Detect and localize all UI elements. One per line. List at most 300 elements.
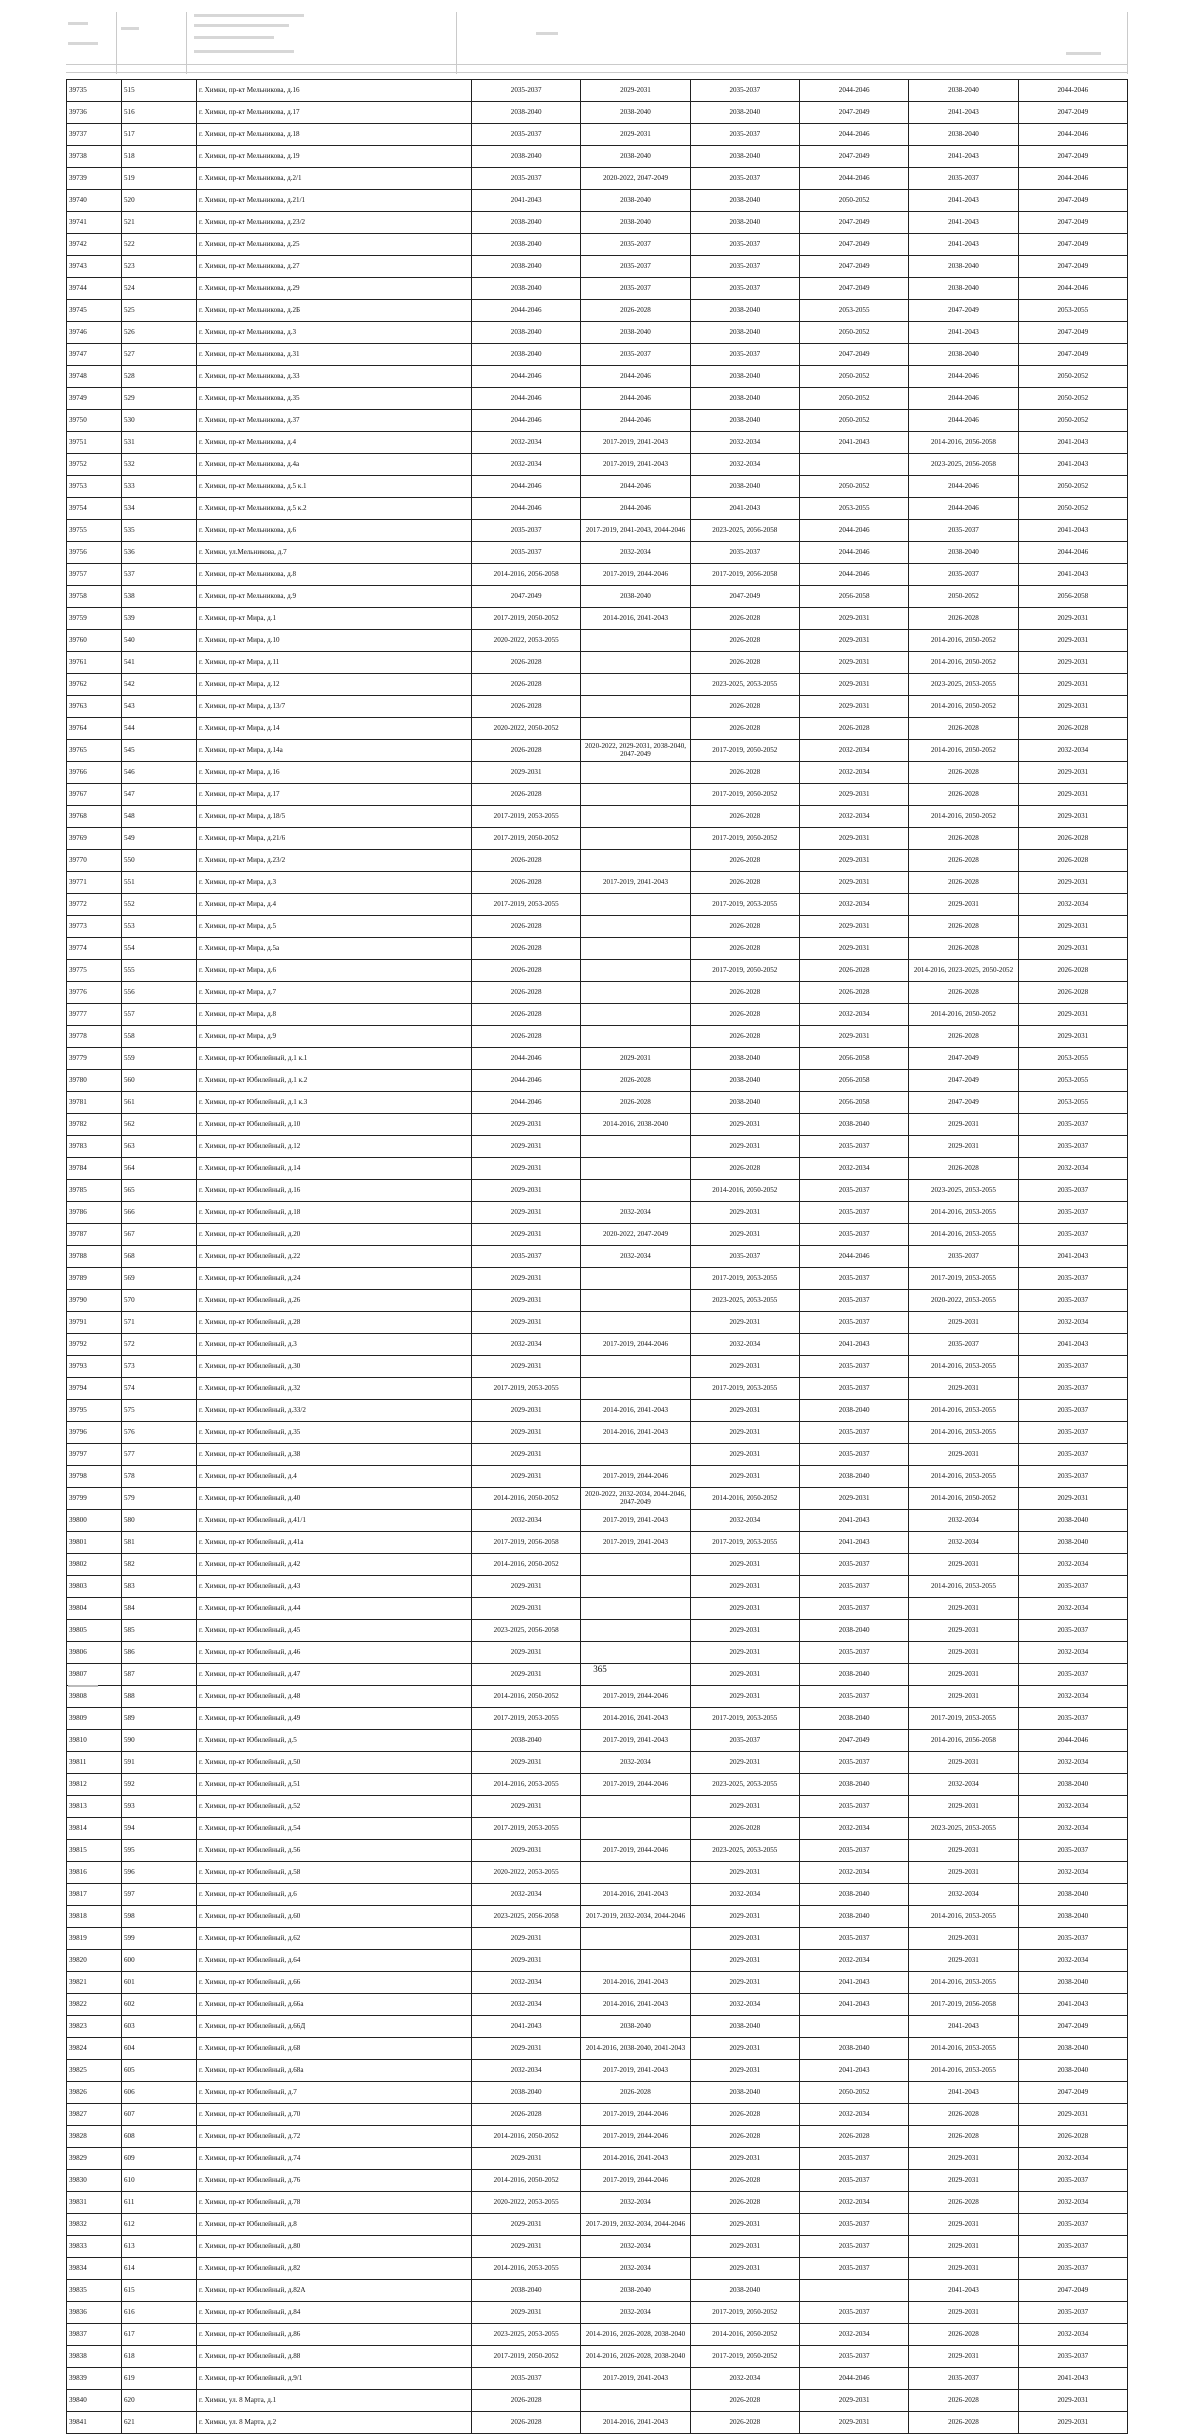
- table-cell: 2035-2037: [1018, 1114, 1127, 1136]
- table-cell: 2047-2049: [909, 1092, 1018, 1114]
- table-cell: 564: [122, 1158, 197, 1180]
- table-cell: 2026-2028: [909, 2192, 1018, 2214]
- table-cell: 2017-2019, 2053-2055: [909, 1268, 1018, 1290]
- table-cell: 2014-2016, 2041-2043: [581, 1994, 690, 2016]
- table-cell: 39838: [67, 2346, 122, 2368]
- table-cell: 2014-2016, 2041-2043: [581, 2412, 690, 2434]
- table-cell: 2029-2031: [472, 2214, 581, 2236]
- table-cell: 2038-2040: [909, 278, 1018, 300]
- table-cell: [581, 1862, 690, 1884]
- table-cell: 2041-2043: [1018, 1246, 1127, 1268]
- table-cell: 2017-2019, 2041-2043: [581, 2368, 690, 2390]
- table-cell: 2050-2052: [799, 366, 908, 388]
- table-cell: 2023-2025, 2053-2055: [690, 1774, 799, 1796]
- table-cell: г. Химки, пр-кт Мельникова, д.5 к.2: [197, 498, 472, 520]
- table-cell: г. Химки, пр-кт Юбилейный, д.54: [197, 1818, 472, 1840]
- table-cell: 2029-2031: [690, 1906, 799, 1928]
- table-cell: г. Химки, пр-кт Юбилейный, д.82А: [197, 2280, 472, 2302]
- table-cell: 2026-2028: [1018, 828, 1127, 850]
- table-cell: 2041-2043: [799, 1972, 908, 1994]
- table-cell: 2026-2028: [472, 1026, 581, 1048]
- table-cell: 618: [122, 2346, 197, 2368]
- table-cell: 2032-2034: [1018, 2324, 1127, 2346]
- table-cell: 2026-2028: [690, 1158, 799, 1180]
- table-cell: 2056-2058: [799, 1070, 908, 1092]
- table-cell: 2038-2040: [909, 256, 1018, 278]
- table-row: [67, 1466, 1128, 1488]
- table-cell: 2032-2034: [799, 806, 908, 828]
- table-cell: 2035-2037: [690, 234, 799, 256]
- table-cell: 2053-2055: [799, 300, 908, 322]
- table-cell: 2035-2037: [799, 1224, 908, 1246]
- table-cell: 2017-2019, 2050-2052: [690, 740, 799, 762]
- page-number: 365: [593, 1664, 607, 1674]
- table-cell: 549: [122, 828, 197, 850]
- table-cell: 39837: [67, 2324, 122, 2346]
- table-cell: г. Химки, пр-кт Мира, д.6: [197, 960, 472, 982]
- table-cell: 2035-2037: [1018, 2346, 1127, 2368]
- table-row: [67, 388, 1128, 410]
- table-cell: [581, 1598, 690, 1620]
- table-cell: 39825: [67, 2060, 122, 2082]
- table-cell: 2041-2043: [799, 2060, 908, 2082]
- table-cell: 533: [122, 476, 197, 498]
- table-cell: 2038-2040: [472, 1730, 581, 1752]
- table-cell: 2038-2040: [581, 586, 690, 608]
- table-cell: 2038-2040: [799, 1664, 908, 1686]
- table-row: [67, 256, 1128, 278]
- table-cell: 2026-2028: [472, 960, 581, 982]
- table-cell: 2026-2028: [690, 1818, 799, 1840]
- table-cell: 2038-2040: [472, 2280, 581, 2302]
- table-cell: г. Химки, пр-кт Юбилейный, д.18: [197, 1202, 472, 1224]
- table-cell: 39816: [67, 1862, 122, 1884]
- table-cell: 2035-2037: [799, 1928, 908, 1950]
- table-cell: 39750: [67, 410, 122, 432]
- table-cell: 2047-2049: [1018, 102, 1127, 124]
- table-cell: 39786: [67, 1202, 122, 1224]
- table-cell: 620: [122, 2390, 197, 2412]
- table-cell: 2029-2031: [690, 1466, 799, 1488]
- table-cell: 2032-2034: [1018, 1158, 1127, 1180]
- table-cell: 2047-2049: [799, 212, 908, 234]
- table-cell: 2050-2052: [1018, 476, 1127, 498]
- table-cell: 2020-2022, 2029-2031, 2038-2040, 2047-2049: [581, 740, 690, 762]
- table-cell: 2029-2031: [799, 938, 908, 960]
- table-cell: 2035-2037: [799, 1356, 908, 1378]
- table-cell: 2038-2040: [581, 2016, 690, 2038]
- table-cell: 2029-2031: [799, 608, 908, 630]
- table-row: [67, 1378, 1128, 1400]
- table-cell: 2038-2040: [1018, 1884, 1127, 1906]
- table-cell: 39758: [67, 586, 122, 608]
- table-cell: 2047-2049: [1018, 146, 1127, 168]
- table-cell: [581, 1554, 690, 1576]
- table-cell: 2035-2037: [1018, 1202, 1127, 1224]
- table-cell: 2041-2043: [909, 2280, 1018, 2302]
- table-row: [67, 542, 1128, 564]
- table-cell: 2014-2016, 2050-2052: [909, 1488, 1018, 1510]
- table-cell: 2047-2049: [1018, 344, 1127, 366]
- table-cell: г. Химки, пр-кт Мира, д.16: [197, 762, 472, 784]
- table-cell: 39744: [67, 278, 122, 300]
- table-cell: 2026-2028: [472, 916, 581, 938]
- table-cell: 39788: [67, 1246, 122, 1268]
- table-cell: 2029-2031: [690, 1312, 799, 1334]
- table-cell: 2029-2031: [472, 1950, 581, 1972]
- table-cell: 2053-2055: [1018, 1070, 1127, 1092]
- table-cell: г. Химки, пр-кт Мельникова, д.2/1: [197, 168, 472, 190]
- table-row: [67, 1532, 1128, 1554]
- table-cell: г. Химки, пр-кт Юбилейный, д.41/1: [197, 1510, 472, 1532]
- table-cell: 39738: [67, 146, 122, 168]
- table-cell: 2035-2037: [799, 1576, 908, 1598]
- table-cell: 605: [122, 2060, 197, 2082]
- table-cell: 552: [122, 894, 197, 916]
- table-cell: 614: [122, 2258, 197, 2280]
- table-cell: 39801: [67, 1532, 122, 1554]
- table-row: [67, 938, 1128, 960]
- table-cell: 2026-2028: [909, 828, 1018, 850]
- table-cell: [581, 1290, 690, 1312]
- table-cell: г. Химки, пр-кт Мельникова, д.19: [197, 146, 472, 168]
- table-cell: 530: [122, 410, 197, 432]
- table-cell: 2038-2040: [690, 388, 799, 410]
- table-cell: 2038-2040: [690, 1070, 799, 1092]
- table-cell: 39814: [67, 1818, 122, 1840]
- table-cell: 2032-2034: [581, 1202, 690, 1224]
- table-cell: 2047-2049: [1018, 2016, 1127, 2038]
- table-cell: г. Химки, пр-кт Мира, д.7: [197, 982, 472, 1004]
- table-cell: 2038-2040: [472, 322, 581, 344]
- table-cell: г. Химки, пр-кт Юбилейный, д.70: [197, 2104, 472, 2126]
- table-cell: [581, 718, 690, 740]
- table-cell: 562: [122, 1114, 197, 1136]
- table-row: [67, 2038, 1128, 2060]
- table-cell: 2035-2037: [799, 2258, 908, 2280]
- table-cell: 2017-2019, 2050-2052: [472, 828, 581, 850]
- table-cell: 2029-2031: [472, 1642, 581, 1664]
- table-cell: 2017-2019, 2041-2043, 2044-2046: [581, 520, 690, 542]
- table-cell: 2047-2049: [799, 102, 908, 124]
- table-cell: 592: [122, 1774, 197, 1796]
- table-cell: 595: [122, 1840, 197, 1862]
- table-cell: 2029-2031: [472, 1290, 581, 1312]
- table-row: [67, 740, 1128, 762]
- table-cell: 568: [122, 1246, 197, 1268]
- table-cell: [581, 652, 690, 674]
- table-row: [67, 344, 1128, 366]
- table-cell: 2029-2031: [799, 784, 908, 806]
- table-cell: [581, 1026, 690, 1048]
- table-cell: [581, 916, 690, 938]
- table-cell: 2029-2031: [1018, 762, 1127, 784]
- table-cell: 2035-2037: [1018, 1444, 1127, 1466]
- table-cell: г. Химки, пр-кт Мира, д.3: [197, 872, 472, 894]
- table-cell: 2032-2034: [1018, 2192, 1127, 2214]
- table-cell: 2041-2043: [909, 234, 1018, 256]
- table-cell: 598: [122, 1906, 197, 1928]
- table-row: [67, 1708, 1128, 1730]
- table-cell: 2026-2028: [690, 850, 799, 872]
- table-cell: 523: [122, 256, 197, 278]
- table-cell: 603: [122, 2016, 197, 2038]
- table-row: [67, 1620, 1128, 1642]
- table-cell: 39839: [67, 2368, 122, 2390]
- table-cell: 2017-2019, 2053-2055: [690, 1532, 799, 1554]
- table-cell: 39794: [67, 1378, 122, 1400]
- table-cell: 2035-2037: [581, 256, 690, 278]
- table-cell: 2032-2034: [1018, 740, 1127, 762]
- table-cell: 2026-2028: [909, 784, 1018, 806]
- table-cell: 2035-2037: [472, 1246, 581, 1268]
- table-cell: 2014-2016, 2053-2055: [909, 1202, 1018, 1224]
- table-cell: 2026-2028: [909, 916, 1018, 938]
- table-cell: 2035-2037: [690, 1246, 799, 1268]
- table-cell: 2026-2028: [690, 762, 799, 784]
- table-cell: 2041-2043: [690, 498, 799, 520]
- table-cell: 39812: [67, 1774, 122, 1796]
- table-cell: 2029-2031: [1018, 1026, 1127, 1048]
- table-cell: 2029-2031: [799, 872, 908, 894]
- table-cell: 39781: [67, 1092, 122, 1114]
- table-cell: 39796: [67, 1422, 122, 1444]
- table-cell: 586: [122, 1642, 197, 1664]
- table-cell: 2014-2016, 2050-2052: [909, 740, 1018, 762]
- table-row: [67, 2390, 1128, 2412]
- table-cell: г. Химки, пр-кт Юбилейный, д.44: [197, 1598, 472, 1620]
- table-cell: 2014-2016, 2050-2052: [909, 652, 1018, 674]
- table-cell: 2050-2052: [1018, 388, 1127, 410]
- table-row: [67, 1026, 1128, 1048]
- table-cell: 2029-2031: [1018, 674, 1127, 696]
- table-cell: 39787: [67, 1224, 122, 1246]
- table-cell: 621: [122, 2412, 197, 2434]
- table-cell: г. Химки, пр-кт Юбилейный, д.1 к.2: [197, 1070, 472, 1092]
- table-cell: 575: [122, 1400, 197, 1422]
- table-cell: 567: [122, 1224, 197, 1246]
- table-cell: 2026-2028: [909, 2104, 1018, 2126]
- table-cell: 2050-2052: [1018, 410, 1127, 432]
- table-cell: 2029-2031: [472, 1928, 581, 1950]
- table-cell: 39740: [67, 190, 122, 212]
- table-cell: 39766: [67, 762, 122, 784]
- table-cell: г. Химки, пр-кт Мира, д.18/5: [197, 806, 472, 828]
- table-cell: 2017-2019, 2053-2055: [472, 806, 581, 828]
- table-cell: 554: [122, 938, 197, 960]
- table-cell: 2017-2019, 2032-2034, 2044-2046: [581, 1906, 690, 1928]
- table-cell: 2029-2031: [472, 1400, 581, 1422]
- table-cell: 2014-2016, 2041-2043: [581, 608, 690, 630]
- table-cell: 2029-2031: [472, 1202, 581, 1224]
- table-cell: 536: [122, 542, 197, 564]
- table-cell: 2026-2028: [690, 938, 799, 960]
- table-cell: 39760: [67, 630, 122, 652]
- table-cell: 2032-2034: [799, 1862, 908, 1884]
- table-cell: 515: [122, 80, 197, 102]
- table-row: [67, 2170, 1128, 2192]
- table-cell: 39753: [67, 476, 122, 498]
- table-row: [67, 1928, 1128, 1950]
- register-table-body: [67, 80, 1128, 2434]
- table-cell: 2050-2052: [909, 586, 1018, 608]
- table-cell: г. Химки, пр-кт Юбилейный, д.47: [197, 1664, 472, 1686]
- table-cell: 2023-2025, 2056-2058: [472, 1620, 581, 1642]
- table-cell: 2044-2046: [581, 410, 690, 432]
- table-cell: 39802: [67, 1554, 122, 1576]
- table-cell: 2041-2043: [909, 102, 1018, 124]
- table-cell: 2026-2028: [909, 2412, 1018, 2434]
- table-cell: 2038-2040: [799, 1466, 908, 1488]
- table-cell: 532: [122, 454, 197, 476]
- table-cell: г. Химки, пр-кт Юбилейный, д.20: [197, 1224, 472, 1246]
- table-row: [67, 1554, 1128, 1576]
- table-cell: 2029-2031: [909, 2214, 1018, 2236]
- table-cell: г. Химки, пр-кт Юбилейный, д.10: [197, 1114, 472, 1136]
- register-table: [66, 79, 1128, 2434]
- table-cell: 2029-2031: [472, 762, 581, 784]
- table-cell: 2029-2031: [799, 630, 908, 652]
- table-cell: 527: [122, 344, 197, 366]
- table-cell: 2032-2034: [799, 2192, 908, 2214]
- table-cell: 2026-2028: [909, 2390, 1018, 2412]
- table-cell: 2035-2037: [799, 1378, 908, 1400]
- table-cell: 2035-2037: [472, 2368, 581, 2390]
- table-row: [67, 1576, 1128, 1598]
- table-cell: 519: [122, 168, 197, 190]
- table-cell: 2038-2040: [1018, 1510, 1127, 1532]
- table-cell: 2056-2058: [799, 1092, 908, 1114]
- table-cell: 39833: [67, 2236, 122, 2258]
- table-cell: 2017-2019, 2044-2046: [581, 2104, 690, 2126]
- table-cell: 596: [122, 1862, 197, 1884]
- table-cell: 2023-2025, 2056-2058: [909, 454, 1018, 476]
- table-cell: 520: [122, 190, 197, 212]
- table-cell: г. Химки, пр-кт Мельникова, д.16: [197, 80, 472, 102]
- table-cell: 2029-2031: [1018, 806, 1127, 828]
- table-cell: г. Химки, пр-кт Юбилейный, д.9/1: [197, 2368, 472, 2390]
- table-cell: г. Химки, пр-кт Мира, д.12: [197, 674, 472, 696]
- table-cell: 2035-2037: [909, 168, 1018, 190]
- table-cell: 2035-2037: [799, 1796, 908, 1818]
- table-cell: 2026-2028: [690, 872, 799, 894]
- table-cell: 2035-2037: [1018, 1664, 1127, 1686]
- table-cell: 2029-2031: [472, 1136, 581, 1158]
- table-cell: 543: [122, 696, 197, 718]
- table-cell: 2032-2034: [1018, 1752, 1127, 1774]
- table-cell: г. Химки, пр-кт Юбилейный, д.40: [197, 1488, 472, 1510]
- table-row: [67, 630, 1128, 652]
- table-cell: 2035-2037: [690, 542, 799, 564]
- table-cell: 2032-2034: [909, 1532, 1018, 1554]
- table-cell: 2047-2049: [1018, 256, 1127, 278]
- table-cell: г. Химки, пр-кт Юбилейный, д.3: [197, 1334, 472, 1356]
- table-cell: 2050-2052: [799, 388, 908, 410]
- table-cell: 2029-2031: [799, 1488, 908, 1510]
- table-cell: 39778: [67, 1026, 122, 1048]
- table-row: [67, 1224, 1128, 1246]
- table-cell: 2029-2031: [1018, 916, 1127, 938]
- table-cell: 2029-2031: [472, 1180, 581, 1202]
- table-cell: 2023-2025, 2056-2058: [690, 520, 799, 542]
- table-row: [67, 1312, 1128, 1334]
- table-cell: 2029-2031: [690, 2258, 799, 2280]
- table-cell: 2041-2043: [909, 212, 1018, 234]
- table-cell: г. Химки, пр-кт Юбилейный, д.66Д: [197, 2016, 472, 2038]
- table-cell: 2029-2031: [1018, 2390, 1127, 2412]
- table-cell: 2017-2019, 2056-2058: [690, 564, 799, 586]
- table-cell: 2029-2031: [690, 1422, 799, 1444]
- table-cell: 540: [122, 630, 197, 652]
- table-cell: 2029-2031: [799, 1026, 908, 1048]
- table-cell: 2029-2031: [472, 1422, 581, 1444]
- table-cell: 2035-2037: [1018, 1136, 1127, 1158]
- table-cell: 606: [122, 2082, 197, 2104]
- table-cell: 2038-2040: [472, 2082, 581, 2104]
- table-cell: 617: [122, 2324, 197, 2346]
- table-cell: 2026-2028: [690, 982, 799, 1004]
- table-cell: 553: [122, 916, 197, 938]
- table-cell: г. Химки, пр-кт Мельникова, д.4а: [197, 454, 472, 476]
- table-cell: 2035-2037: [1018, 1576, 1127, 1598]
- table-cell: 2044-2046: [581, 498, 690, 520]
- table-cell: 599: [122, 1928, 197, 1950]
- table-cell: 2014-2016, 2050-2052: [909, 1004, 1018, 1026]
- table-row: [67, 1290, 1128, 1312]
- table-cell: 2029-2031: [690, 1136, 799, 1158]
- table-cell: г. Химки, пр-кт Юбилейный, д.49: [197, 1708, 472, 1730]
- table-cell: г. Химки, пр-кт Юбилейный, д.74: [197, 2148, 472, 2170]
- table-cell: г. Химки, пр-кт Юбилейный, д.22: [197, 1246, 472, 1268]
- table-cell: 2029-2031: [690, 1950, 799, 1972]
- table-cell: 2026-2028: [472, 982, 581, 1004]
- table-cell: г. Химки, пр-кт Мира, д.4: [197, 894, 472, 916]
- table-cell: 2026-2028: [472, 872, 581, 894]
- table-cell: г. Химки, пр-кт Юбилейный, д.50: [197, 1752, 472, 1774]
- table-cell: [799, 454, 908, 476]
- table-cell: 39815: [67, 1840, 122, 1862]
- table-cell: 2047-2049: [1018, 322, 1127, 344]
- table-cell: 2017-2019, 2053-2055: [472, 1378, 581, 1400]
- table-cell: 39832: [67, 2214, 122, 2236]
- table-cell: 2029-2031: [909, 1840, 1018, 1862]
- table-cell: г. Химки, пр-кт Юбилейный, д.16: [197, 1180, 472, 1202]
- table-cell: 2050-2052: [1018, 366, 1127, 388]
- table-row: [67, 1268, 1128, 1290]
- table-cell: г. Химки, пр-кт Юбилейный, д.68: [197, 2038, 472, 2060]
- table-cell: 2026-2028: [1018, 982, 1127, 1004]
- table-cell: 39761: [67, 652, 122, 674]
- table-cell: 2044-2046: [799, 80, 908, 102]
- table-cell: 577: [122, 1444, 197, 1466]
- table-cell: 39736: [67, 102, 122, 124]
- table-cell: 2032-2034: [472, 1994, 581, 2016]
- table-cell: 2020-2022, 2053-2055: [472, 630, 581, 652]
- table-cell: г. Химки, пр-кт Мира, д.11: [197, 652, 472, 674]
- table-cell: 2029-2031: [909, 1554, 1018, 1576]
- table-cell: 2017-2019, 2044-2046: [581, 564, 690, 586]
- table-row: [67, 124, 1128, 146]
- table-row: [67, 1840, 1128, 1862]
- table-cell: 2029-2031: [1018, 630, 1127, 652]
- table-cell: 516: [122, 102, 197, 124]
- table-cell: 608: [122, 2126, 197, 2148]
- table-cell: 2029-2031: [1018, 1488, 1127, 1510]
- table-cell: 2044-2046: [909, 366, 1018, 388]
- table-cell: 2044-2046: [909, 410, 1018, 432]
- table-cell: 2032-2034: [472, 1334, 581, 1356]
- table-cell: г. Химки, пр-кт Мира, д.17: [197, 784, 472, 806]
